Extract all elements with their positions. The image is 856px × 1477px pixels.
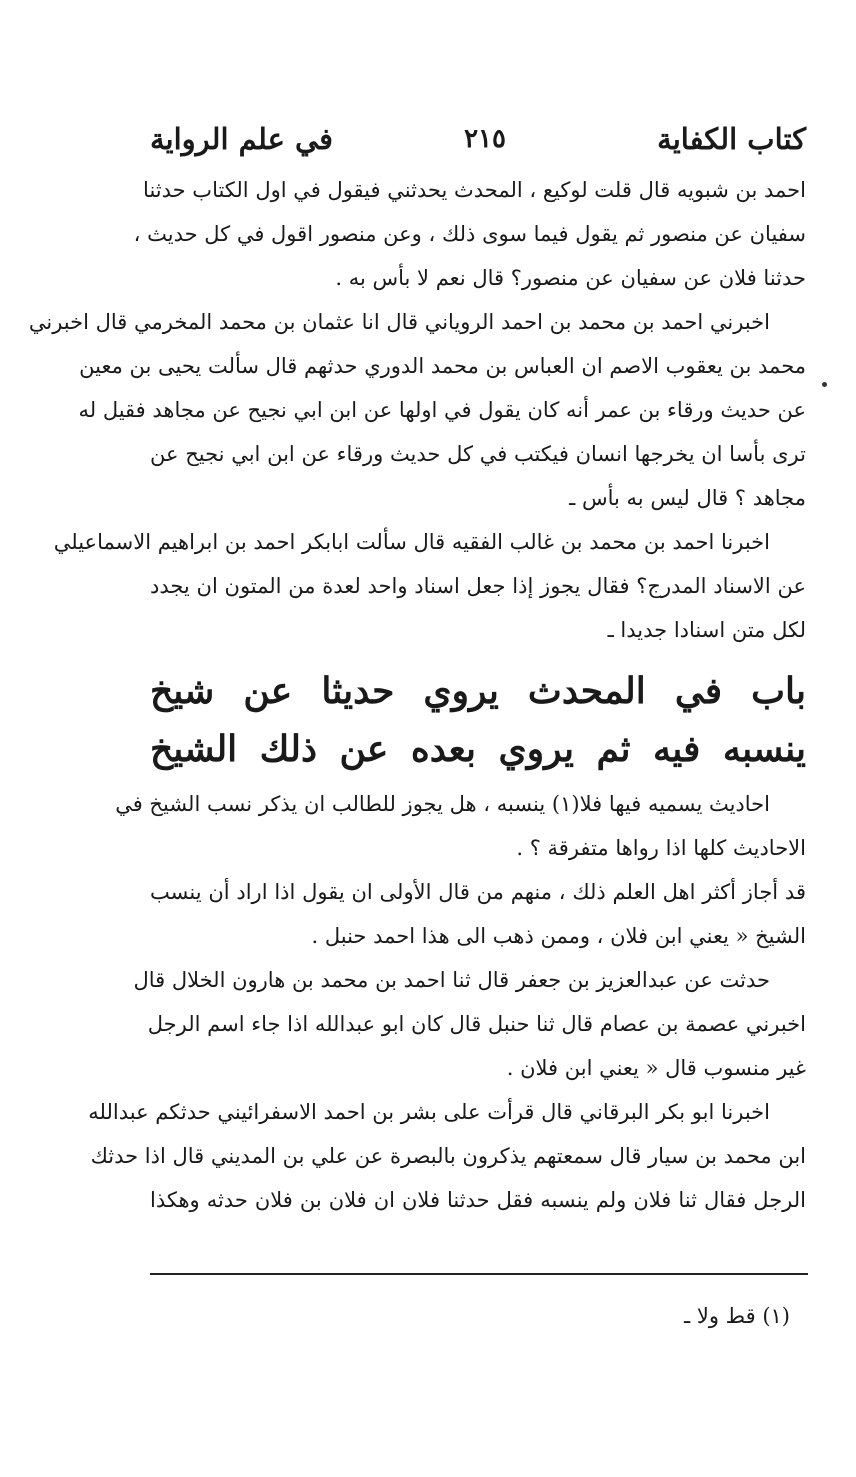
text-line: لكل متن اسنادا جديدا ـ bbox=[607, 618, 806, 642]
text-line: اخبرني عصمة بن عصام قال ثنا حنبل قال كان ابو عبدالله اذا جاء اسم الرجل bbox=[147, 1012, 806, 1036]
text-line: ترى بأسا ان يخرجها انسان فيكتب في كل حديث ورقاء عن ابن ابي نجيح عن bbox=[150, 442, 806, 466]
text-line: حدثنا فلان عن سفيان عن منصور؟ قال نعم لا بأس به . bbox=[335, 266, 806, 290]
text-block-bottom bbox=[88, 782, 806, 1222]
text-line: حدثت عن عبدالعزيز بن جعفر قال ثنا احمد بن محمد بن هارون الخلال قال bbox=[133, 968, 770, 992]
text-line: عن حديث ورقاء بن عمر أنه كان يقول في اولها عن ابن ابي نجيح عن مجاهد فقيل له bbox=[78, 398, 806, 422]
text-line: مجاهد ؟ قال ليس به بأس ـ bbox=[569, 486, 806, 510]
footnote: (١) قط ولا ـ bbox=[684, 1304, 790, 1328]
text-line: اخبرنا ابو بكر البرقاني قال قرأت على بشر بن احمد الاسفرائيني حدثكم عبدالله bbox=[88, 1100, 770, 1124]
chapter-heading-line: ينسبه فيه ثم يروي بعده عن ذلك الشيخ bbox=[150, 728, 806, 770]
subject-title: في علم الرواية bbox=[150, 122, 334, 156]
chapter-heading bbox=[150, 662, 806, 778]
text-line: الشيخ « يعني ابن فلان ، وممن ذهب الى هذا احمد حنبل . bbox=[311, 924, 806, 948]
running-head bbox=[150, 118, 806, 168]
footnote-divider bbox=[150, 1273, 808, 1275]
text-block-top bbox=[28, 168, 806, 652]
text-line: اخبرني احمد بن محمد بن احمد الروياني قال انا عثمان بن محمد المخرمي قال اخبرني bbox=[28, 310, 770, 334]
text-line: محمد بن يعقوب الاصم ان العباس بن محمد الدوري حدثهم قال سألت يحيى بن معين bbox=[79, 354, 806, 378]
margin-dot bbox=[822, 382, 827, 387]
page-body bbox=[28, 118, 806, 1222]
text-line: سفيان عن منصور ثم يقول فيما سوى ذلك ، وعن منصور اقول في كل حديث ، bbox=[133, 222, 806, 246]
text-line: قد أجاز أكثر اهل العلم ذلك ، منهم من قال الأولى ان يقول اذا اراد أن ينسب bbox=[150, 880, 806, 904]
text-line: الرجل فقال ثنا فلان ولم ينسبه فقل حدثنا فلان ان فلان بن فلان حدثه وهكذا bbox=[150, 1188, 806, 1212]
text-line: اخبرنا احمد بن محمد بن غالب الفقيه قال سألت ابابكر احمد بن ابراهيم الاسماعيلي bbox=[53, 530, 770, 554]
text-line: احاديث يسميه فيها فلا(١) ينسبه ، هل يجوز للطالب ان يذكر نسب الشيخ في bbox=[115, 792, 770, 816]
text-line: غير منسوب قال « يعني ابن فلان . bbox=[506, 1056, 806, 1080]
chapter-heading-line: باب في المحدث يروي حديثا عن شيخ bbox=[150, 670, 806, 712]
book-title: كتاب الكفاية bbox=[657, 122, 806, 156]
text-line: ابن محمد بن سيار قال سمعتهم يذكرون بالبصرة عن علي بن المديني قال اذا حدثك bbox=[90, 1144, 806, 1168]
text-line: عن الاسناد المدرج؟ فقال يجوز إذا جعل اسناد واحد لعدة من المتون ان يجدد bbox=[150, 574, 806, 598]
text-line: الاحاديث كلها اذا رواها متفرقة ؟ . bbox=[516, 836, 806, 860]
text-line: احمد بن شبويه قال قلت لوكيع ، المحدث يحدثني فيقول في اول الكتاب حدثنا bbox=[143, 178, 806, 202]
page-number: ٢١٥ bbox=[464, 124, 506, 154]
